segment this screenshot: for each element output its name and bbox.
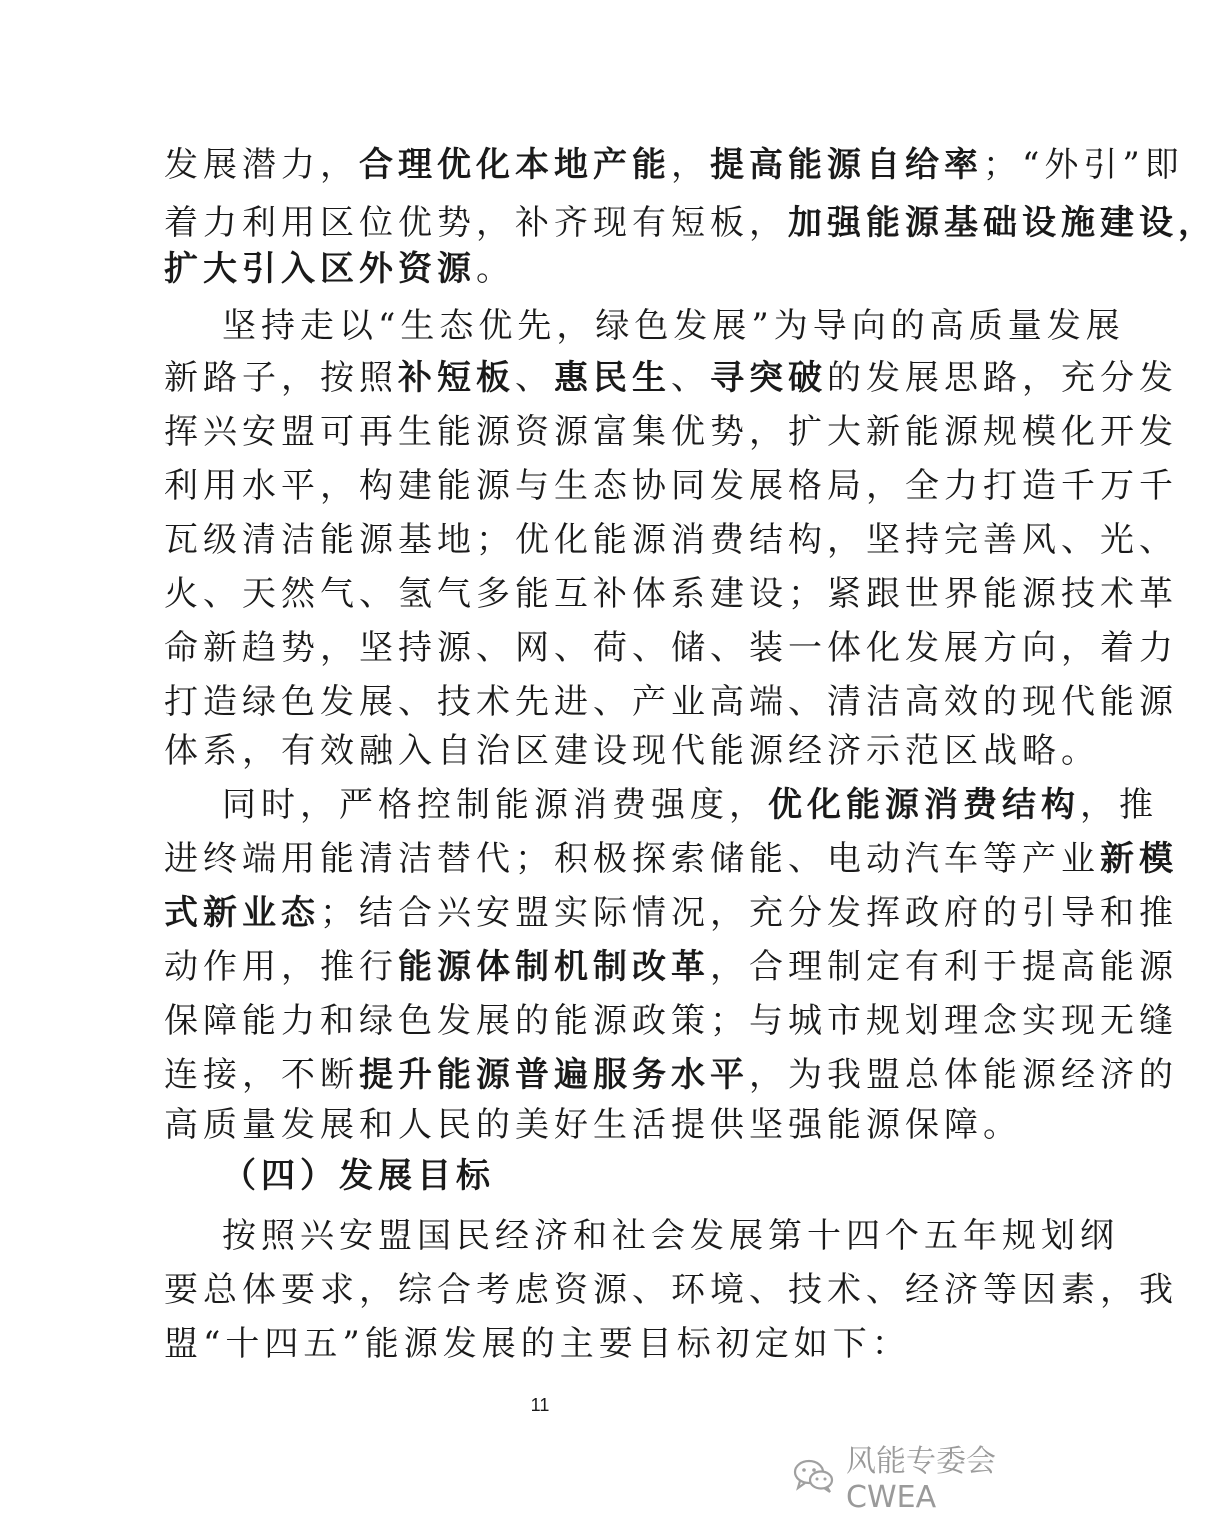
paragraph-3-line-5: 保障能力和绿色发展的能源政策；与城市规划理念实现无缝 [164,1001,1178,1041]
paragraph-2-line-6: 火、天然气、氢气多能互补体系建设；紧跟世界能源技术革 [164,574,1178,614]
paragraph-3-line-1: 同时，严格控制能源消费强度，优化能源消费结构，推 [222,785,1158,825]
section-heading: （四）发展目标 [222,1156,495,1196]
paragraph-2-line-4: 利用水平，构建能源与生态协同发展格局，全力打造千万千 [164,466,1178,506]
paragraph-2-line-7: 命新趋势，坚持源、网、荷、储、装一体化发展方向，着力 [164,628,1178,668]
paragraph-4-line-3: 盟“十四五”能源发展的主要目标初定如下： [164,1324,911,1364]
paragraph-4-line-2: 要总体要求，综合考虑资源、环境、技术、经济等因素，我 [164,1270,1178,1310]
paragraph-2-line-2: 新路子，按照补短板、惠民生、寻突破的发展思路，充分发 [164,358,1178,398]
page-number: 11 [530,1395,550,1415]
paragraph-3-line-2: 进终端用能清洁替代；积极探索储能、电动汽车等产业新模 [164,839,1178,879]
watermark [792,1443,1080,1515]
paragraph-2-line-9: 体系，有效融入自治区建设现代能源经济示范区战略。 [164,731,1100,771]
wechat-icon [792,1457,836,1493]
paragraph-2-line-5: 瓦级清洁能源基地；优化能源消费结构，坚持完善风、光、 [164,520,1178,560]
paragraph-1-line-3: 扩大引入区外资源。 [164,249,515,289]
watermark-text: 风能专委会CWEA [846,1443,996,1515]
paragraph-2-line-1: 坚持走以“生态优先，绿色发展”为导向的高质量发展 [222,306,1125,346]
paragraph-3-line-6: 连接，不断提升能源普遍服务水平，为我盟总体能源经济的 [164,1055,1178,1095]
paragraph-2-line-3: 挥兴安盟可再生能源资源富集优势，扩大新能源规模化开发 [164,412,1178,452]
paragraph-3-line-4: 动作用，推行能源体制机制改革，合理制定有利于提高能源 [164,947,1178,987]
paragraph-3-line-7: 高质量发展和人民的美好生活提供坚强能源保障。 [164,1105,1022,1145]
paragraph-3-line-3: 式新业态；结合兴安盟实际情况，充分发挥政府的引导和推 [164,893,1178,933]
paragraph-4-line-1: 按照兴安盟国民经济和社会发展第十四个五年规划纲 [222,1216,1119,1256]
paragraph-1-line-2: 着力利用区位优势，补齐现有短板，加强能源基础设施建设， [164,203,1217,243]
paragraph-2-line-8: 打造绿色发展、技术先进、产业高端、清洁高效的现代能源 [164,682,1178,722]
paragraph-1-line-1: 发展潜力，合理优化本地产能，提高能源自给率；“外引”即 [164,145,1184,185]
